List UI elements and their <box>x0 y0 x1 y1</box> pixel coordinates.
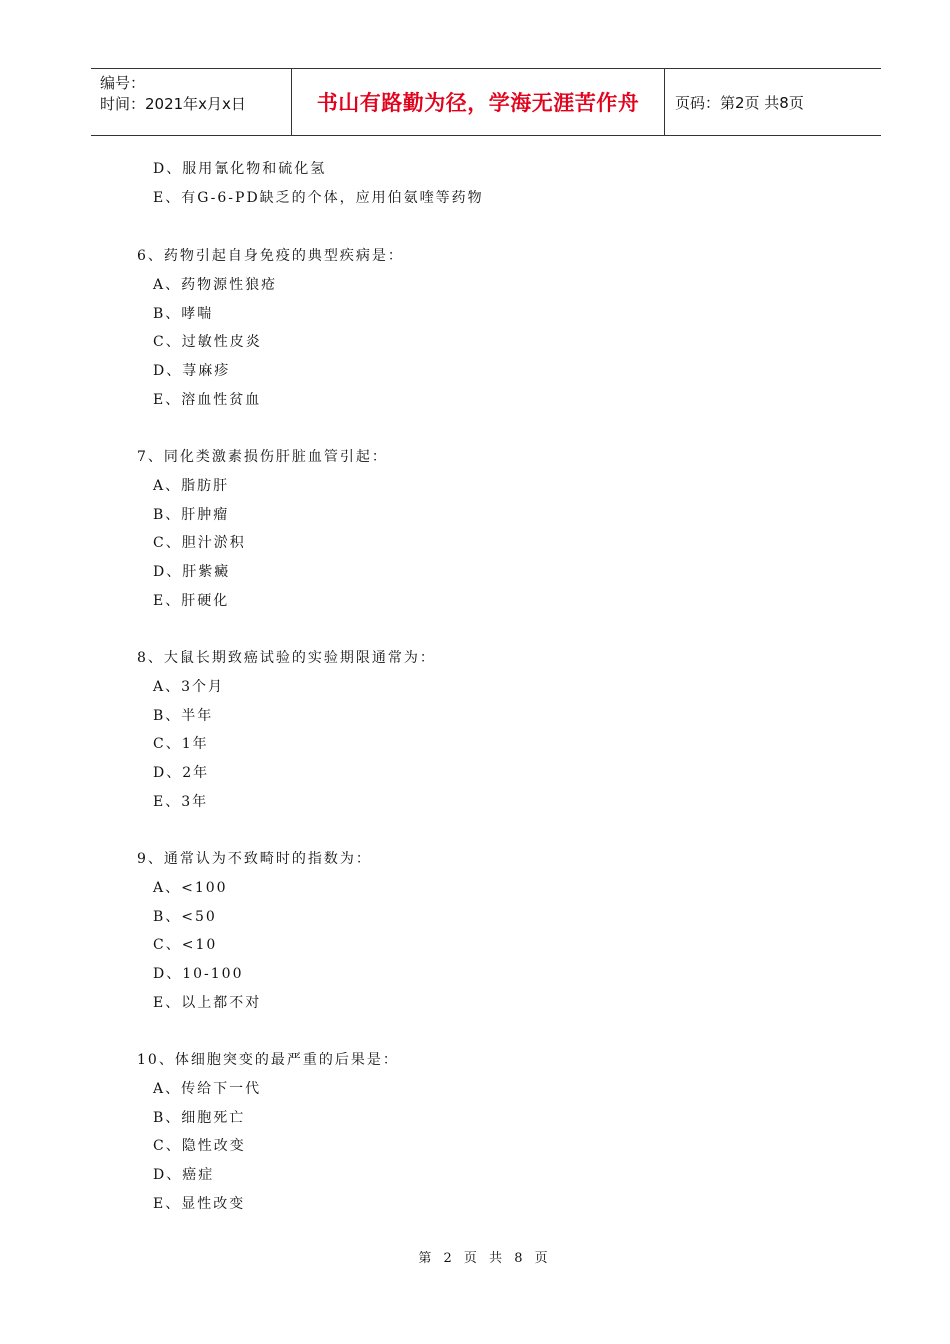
option-item: D、癌症 <box>153 1167 215 1183</box>
option-item: B、<50 <box>153 909 217 925</box>
time-label: 时间：2021年x月x日 <box>100 95 246 113</box>
option-item: A、<100 <box>153 880 228 896</box>
header-page-cell <box>665 69 881 135</box>
option-item: D、10-100 <box>153 966 244 982</box>
option-item: C、胆汁淤积 <box>153 535 246 551</box>
option-item: D、荨麻疹 <box>153 363 231 379</box>
header-motto-cell <box>292 69 665 135</box>
option-item: E、溶血性贫血 <box>153 392 262 408</box>
option-item: B、细胞死亡 <box>153 1110 246 1126</box>
option-item: A、传给下一代 <box>153 1081 262 1097</box>
question-title: 6、药物引起自身免疫的典型疾病是： <box>137 248 404 264</box>
option-item: D、肝紫癜 <box>153 564 231 580</box>
page-header <box>91 68 881 136</box>
question-title: 10、体细胞突变的最严重的后果是： <box>137 1052 399 1068</box>
option-item: C、过敏性皮炎 <box>153 334 262 350</box>
header-meta <box>91 69 292 135</box>
option-item: A、药物源性狼疮 <box>153 277 278 293</box>
question-title: 7、同化类激素损伤肝脏血管引起： <box>137 449 388 465</box>
motto: 书山有路勤为径，学海无涯苦作舟 <box>316 91 640 115</box>
option-item: B、肝肿瘤 <box>153 507 230 523</box>
page-footer <box>0 1247 950 1266</box>
option-item: E、肝硬化 <box>153 593 230 609</box>
option-item: D、2年 <box>153 765 210 781</box>
question-title: 8、大鼠长期致癌试验的实验期限通常为： <box>137 650 436 666</box>
option-item: E、有G-6-PD缺乏的个体，应用伯氨喹等药物 <box>153 190 484 206</box>
option-item: C、<10 <box>153 937 218 953</box>
option-item: A、脂肪肝 <box>153 478 230 494</box>
option-item: B、半年 <box>153 708 214 724</box>
page-label: 页码：第2页 共8页 <box>675 93 804 112</box>
option-item: D、服用氰化物和硫化氢 <box>153 161 327 177</box>
option-item: C、隐性改变 <box>153 1138 246 1154</box>
number-label: 编号： <box>100 74 146 92</box>
question-title: 9、通常认为不致畸时的指数为： <box>137 851 372 867</box>
option-item: A、3个月 <box>153 679 225 695</box>
option-item: E、显性改变 <box>153 1196 246 1212</box>
footer-page-number: 第 2 页 共 8 页 <box>418 1251 552 1266</box>
option-item: B、哮喘 <box>153 306 214 322</box>
option-item: E、以上都不对 <box>153 995 262 1011</box>
option-item: E、3年 <box>153 794 209 810</box>
option-item: C、1年 <box>153 736 209 752</box>
